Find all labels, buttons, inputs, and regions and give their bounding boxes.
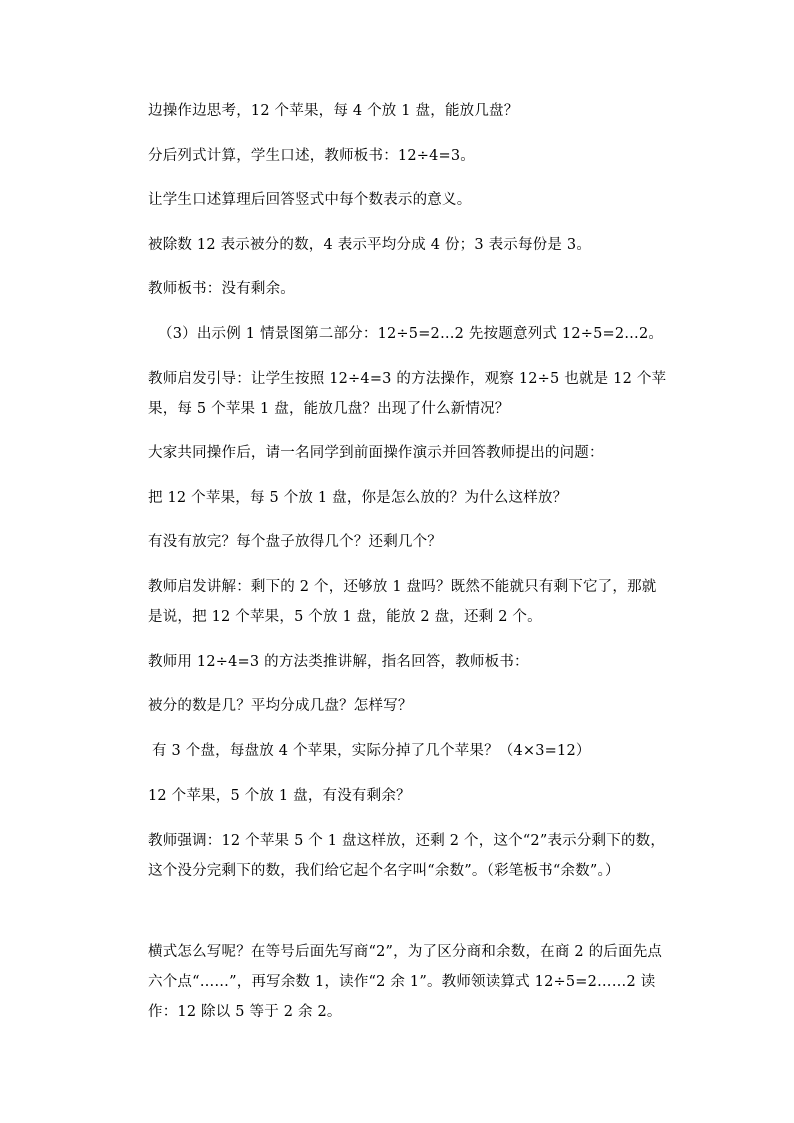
paragraph-8: 大家共同操作后，请一名同学到前面操作演示并回答教师提出的问题： [148, 445, 604, 461]
paragraph-1: 边操作边思考，12 个苹果，每 4 个放 1 盘，能放几盘？ [148, 103, 519, 119]
paragraph-5: 教师板书：没有剩余。 [148, 281, 295, 297]
paragraph-7: 教师启发引导：让学生按照 12÷4=3 的方法操作，观察 12÷5 也就是 12 个苹果，每 5 个苹果 1 盘，能放几盘？出现了什么新情况？ [148, 371, 667, 417]
paragraph-16: 教师强调：12 个苹果 5 个 1 盘这样放，还剩 2 个，这个“2”表示分剩下的数，这个没分完剩下的数，我们给它起个名字叫“余数”。（彩笔板书“余数”。） [148, 833, 666, 879]
paragraph-11: 教师启发讲解：剩下的 2 个，还够放 1 盘吗？既然不能就只有剩下它了，那就是说，把 12 个苹果，5 个放 1 盘，能放 2 盘，还剩 2 个。 [148, 579, 657, 625]
paragraph-3: 让学生口述算理后回答竖式中每个数表示的意义。 [148, 192, 472, 208]
paragraph-9: 把 12 个苹果，每 5 个放 1 盘，你是怎么放的？为什么这样放？ [148, 490, 568, 506]
paragraph-12: 教师用 12÷4=3 的方法类推讲解，指名回答，教师板书： [148, 654, 529, 670]
paragraph-13: 被分的数是几？平均分成几盘？怎样写？ [148, 698, 413, 714]
paragraph-6: （3）出示例 1 情景图第二部分：12÷5=2…2 先按题意列式 12÷5=2…2。 [158, 326, 664, 342]
paragraph-14: 有 3 个盘，每盘放 4 个苹果，实际分掉了几个苹果？（4×3=12） [152, 743, 591, 759]
paragraph-2: 分后列式计算，学生口述，教师板书：12÷4=3。 [148, 148, 475, 164]
paragraph-15: 12 个苹果，5 个放 1 盘，有没有剩余？ [148, 788, 411, 804]
paragraph-10: 有没有放完？每个盘子放得几个？还剩几个？ [148, 534, 442, 550]
paragraph-4: 被除数 12 表示被分的数，4 表示平均分成 4 份；3 表示每份是 3。 [148, 237, 592, 253]
paragraph-17: 横式怎么写呢？在等号后面先写商“2”，为了区分商和余数，在商 2 的后面先点六个点“……”，再写余数 1，读作“2 余 1”。教师领读算式 12÷5=2……2 读作：12 除以 5 等于 2 余 2。 [148, 944, 663, 1020]
